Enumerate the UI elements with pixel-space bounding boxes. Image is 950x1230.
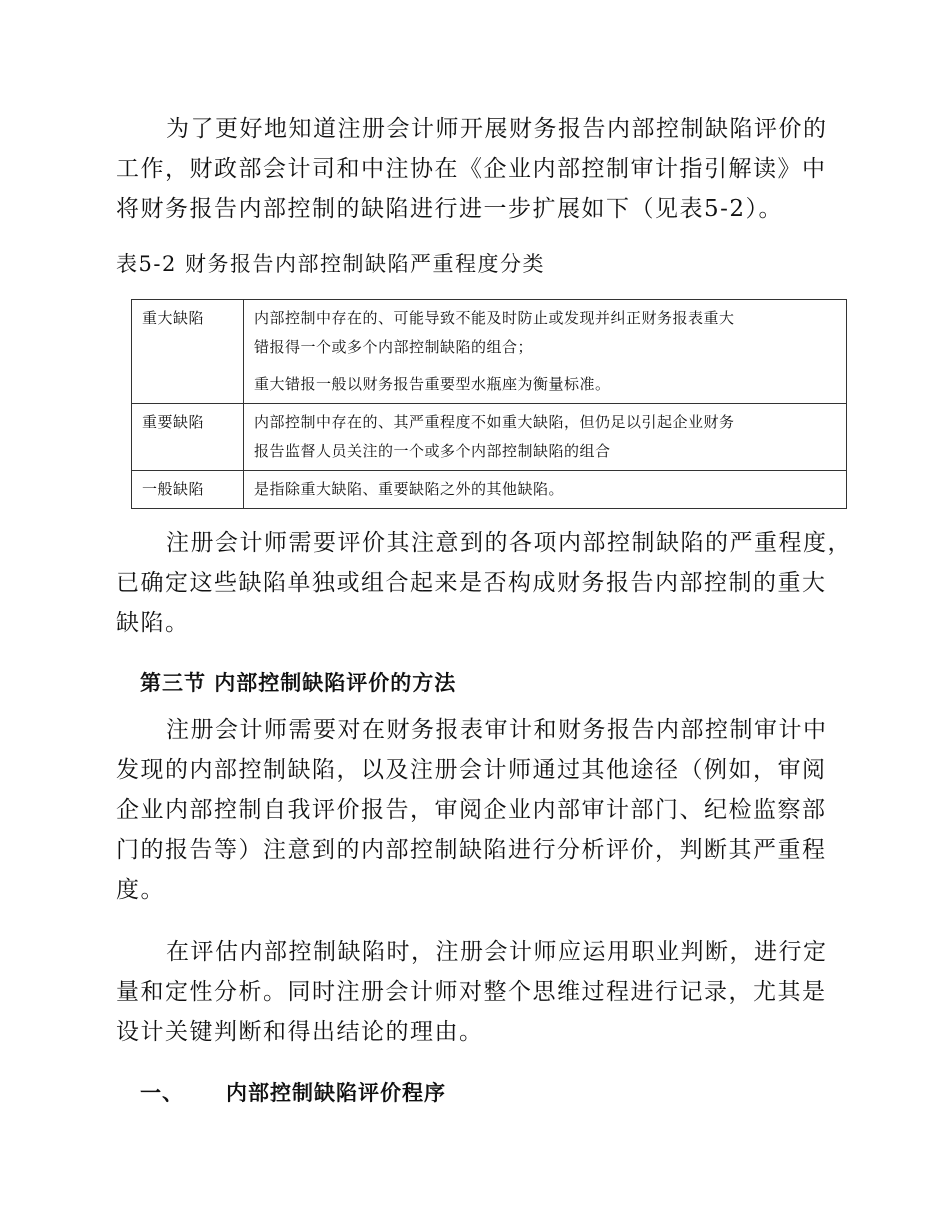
table-cell-description: 内部控制中存在的、可能导致不能及时防止或发现并纠正财务报表重大 错报得一个或多个内部控制缺陷的组合； 重大错报一般以财务报告重要型水瓶座为衡量标准。 (244, 300, 847, 404)
method-paragraph (116, 710, 836, 910)
table-row (132, 300, 847, 404)
subsection-heading (140, 1077, 446, 1107)
table-cell-key: 重大缺陷 (132, 300, 244, 404)
paragraph-line: 已确定这些缺陷单独或组合起来是否构成财务报告内部控制的重大 (116, 570, 827, 596)
table-cell-description: 是指除重大缺陷、重要缺陷之外的其他缺陷。 (244, 471, 847, 509)
table-cell-key: 一般缺陷 (132, 471, 244, 509)
paragraph-line: 工作，财政部会计司和中注协在《企业内部控制审计指引解读》中 (116, 156, 827, 182)
paragraph-line: 注册会计师需要评价其注意到的各项内部控制缺陷的严重程度， (166, 530, 852, 556)
defect-classification-table (131, 299, 847, 509)
paragraph-line: 设计关键判断和得出结论的理由。 (116, 1019, 484, 1045)
paragraph-line: 在评估内部控制缺陷时，注册会计师应运用职业判断，进行定 (166, 939, 828, 965)
subsection-number: 一、 (140, 1081, 184, 1105)
paragraph-line: 量和定性分析。同时注册会计师对整个思维过程进行记录，尤其是 (116, 979, 827, 1005)
assessment-paragraph (116, 932, 836, 1052)
section-heading: 第三节 内部控制缺陷评价的方法 (140, 671, 457, 695)
table-row (132, 404, 847, 471)
table-caption: 表5-2 财务报告内部控制缺陷严重程度分类 (116, 252, 545, 276)
post-table-paragraph (116, 523, 852, 643)
table-cell-key: 重要缺陷 (132, 404, 244, 471)
subsection-title: 内部控制缺陷评价程序 (226, 1081, 446, 1105)
paragraph-line: 注册会计师需要对在财务报表审计和财务报告内部控制审计中 (166, 717, 828, 743)
paragraph-line: 为了更好地知道注册会计师开展财务报告内部控制缺陷评价的 (166, 116, 828, 142)
table-cell-description: 内部控制中存在的、其严重程度不如重大缺陷，但仍足以引起企业财务 报告监督人员关注的一个或多个内部控制缺陷的组合 (244, 404, 847, 471)
paragraph-line: 发现的内部控制缺陷，以及注册会计师通过其他途径（例如，审阅 (116, 757, 827, 783)
paragraph-line: 缺陷。 (116, 610, 190, 636)
paragraph-line: 企业内部控制自我评价报告，审阅企业内部审计部门、纪检监察部 (116, 797, 827, 823)
intro-paragraph (116, 109, 836, 229)
table-row (132, 471, 847, 509)
paragraph-line: 门的报告等）注意到的内部控制缺陷进行分析评价，判断其严重程 (116, 837, 827, 863)
paragraph-line: 将财务报告内部控制的缺陷进行进一步扩展如下（见表5-2）。 (116, 196, 784, 222)
paragraph-line: 度。 (116, 877, 165, 903)
